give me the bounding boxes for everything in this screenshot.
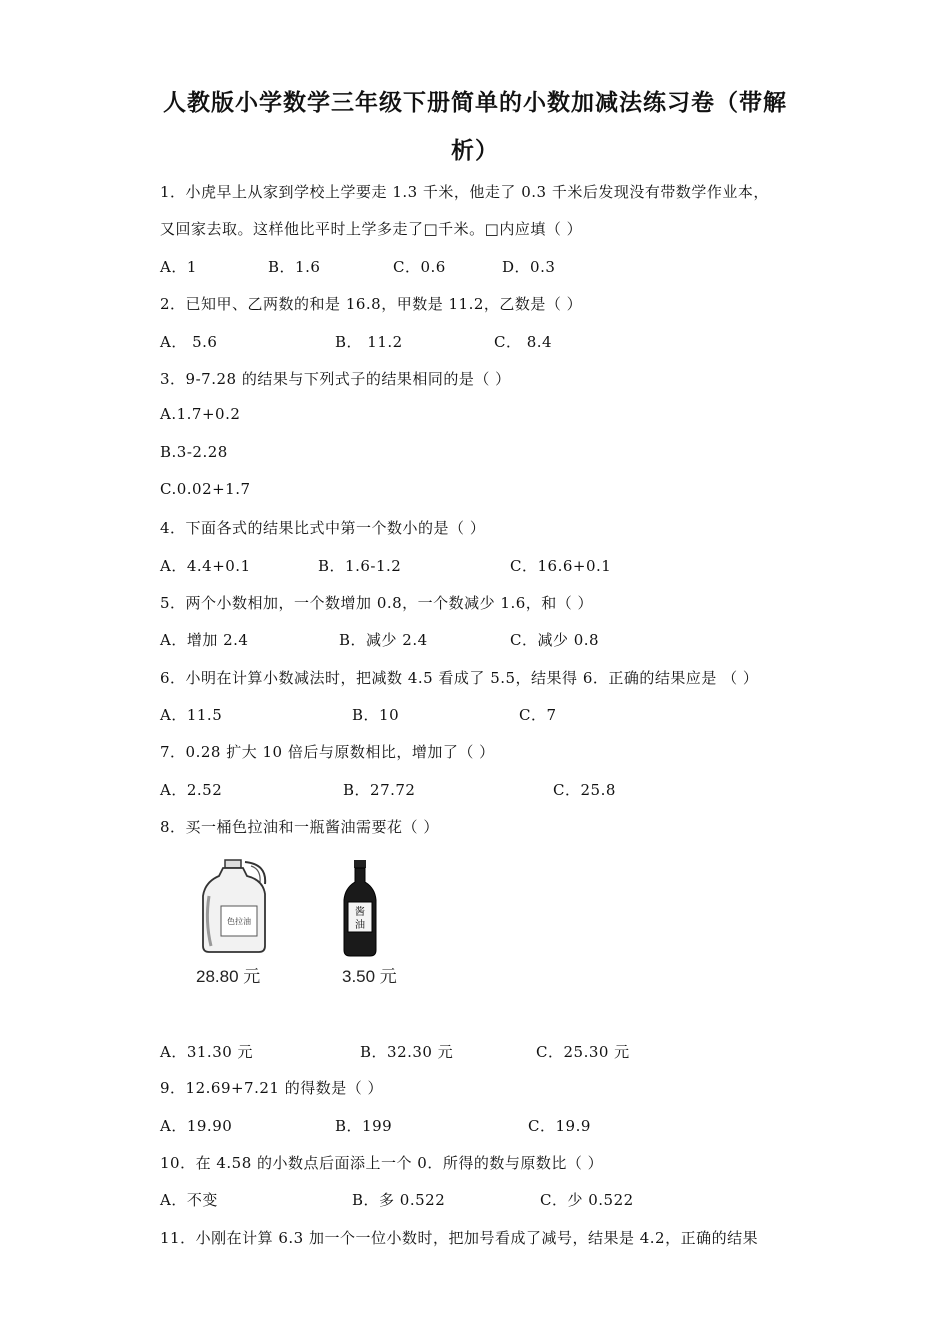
question-3-stem: 3．9-7.28 的结果与下列式子的结果相同的是（ ） <box>160 370 511 388</box>
question-4-option-b: B．1.6-1.2 <box>318 557 402 575</box>
question-6-option-b: B．10 <box>352 706 400 724</box>
question-9-stem: 9．12.69+7.21 的得数是（ ） <box>160 1079 383 1097</box>
question-8-option-c: C．25.30 元 <box>536 1043 630 1061</box>
soy-sauce-bottle-illustration <box>340 858 380 958</box>
question-10-option-a: A．不变 <box>160 1191 218 1209</box>
page-title-line-2: 析） <box>451 138 499 164</box>
question-11-stem: 11．小刚在计算 6.3 加一个一位小数时，把加号看成了减号，结果是 4.2，正确的结果 <box>160 1229 759 1247</box>
question-1-stem-line-2: 又回家去取。这样他比平时上学多走了□千米。□内应填（ ） <box>160 220 583 238</box>
question-1-stem-line-1: 1．小虎早上从家到学校上学要走 1.3 千米，他走了 0.3 千米后发现没有带数学作业本， <box>160 183 769 201</box>
question-10-option-c: C．少 0.522 <box>540 1191 634 1209</box>
question-5-stem: 5．两个小数相加，一个数增加 0.8，一个数减少 1.6，和（ ） <box>160 594 594 612</box>
question-2-option-b: B． 11.2 <box>335 333 403 351</box>
question-10-stem: 10．在 4.58 的小数点后面添上一个 0．所得的数与原数比（ ） <box>160 1154 604 1172</box>
question-7-option-b: B．27.72 <box>343 781 416 799</box>
question-5-option-a: A．增加 2.4 <box>160 631 249 649</box>
question-8-option-b: B．32.30 元 <box>360 1043 454 1061</box>
question-7-option-c: C．25.8 <box>553 781 616 799</box>
question-8-stem: 8．买一桶色拉油和一瓶酱油需要花（ ） <box>160 818 439 836</box>
question-1-option-c: C．0.6 <box>393 258 446 276</box>
question-10-option-b: B．多 0.522 <box>352 1191 446 1209</box>
question-6-option-c: C．7 <box>519 706 557 724</box>
question-5-option-c: C．减少 0.8 <box>510 631 600 649</box>
question-1-option-b: B．1.6 <box>268 258 321 276</box>
question-6-option-a: A．11.5 <box>160 706 223 724</box>
question-3-option-b: B.3-2.28 <box>160 443 228 461</box>
question-2-option-c: C． 8.4 <box>494 333 553 351</box>
question-7-stem: 7．0.28 扩大 10 倍后与原数相比，增加了（ ） <box>160 743 495 761</box>
soy-label-top: 酱 <box>355 907 365 918</box>
oil-label: 色拉油 <box>227 917 251 926</box>
question-6-stem: 6．小明在计算小数减法时，把减数 4.5 看成了 5.5，结果得 6．正确的结果应是 （ ） <box>160 669 759 687</box>
question-9-option-b: B．199 <box>335 1117 393 1135</box>
question-8-option-a: A．31.30 元 <box>160 1043 254 1061</box>
soy-price: 3.50 元 <box>342 967 397 986</box>
question-9-option-a: A．19.90 <box>160 1117 233 1135</box>
question-7-option-a: A．2.52 <box>160 781 223 799</box>
soy-label-bottom: 油 <box>355 920 365 931</box>
question-4-option-c: C．16.6+0.1 <box>510 557 612 575</box>
page-title-line-1: 人教版小学数学三年级下册简单的小数加减法练习卷（带解 <box>163 90 787 116</box>
question-5-option-b: B．减少 2.4 <box>339 631 428 649</box>
question-4-stem: 4．下面各式的结果比式中第一个数小的是（ ） <box>160 519 486 537</box>
question-1-option-a: A．1 <box>160 258 197 276</box>
question-4-option-a: A．4.4+0.1 <box>160 557 251 575</box>
question-3-option-c: C.0.02+1.7 <box>160 480 251 498</box>
oil-price: 28.80 元 <box>196 967 261 986</box>
question-1-option-d: D．0.3 <box>502 258 556 276</box>
question-2-stem: 2．已知甲、乙两数的和是 16.8，甲数是 11.2，乙数是（ ） <box>160 295 583 313</box>
question-3-option-a: A.1.7+0.2 <box>160 405 241 423</box>
question-2-option-a: A． 5.6 <box>160 333 218 351</box>
question-9-option-c: C．19.9 <box>528 1117 591 1135</box>
oil-jug-illustration <box>195 856 275 956</box>
